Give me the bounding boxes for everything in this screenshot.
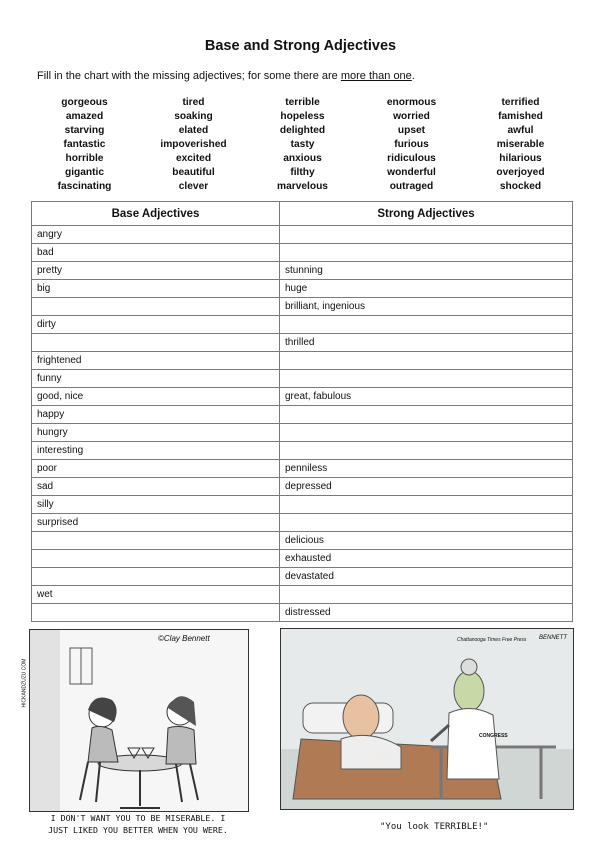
strong-adjective-cell[interactable]: brilliant, ingenious: [280, 298, 573, 316]
strong-adjective-cell[interactable]: stunning: [280, 262, 573, 280]
header-base-adjectives: Base Adjectives: [32, 202, 280, 226]
adjectives-table: [31, 201, 573, 622]
word-bank-item: terrified: [501, 97, 540, 108]
base-adjective-cell[interactable]: pretty: [32, 262, 280, 280]
word-bank-item: hopeless: [280, 111, 325, 122]
table-header-row: [32, 202, 573, 226]
cartoon-right-caption: "You look TERRIBLE!": [380, 822, 489, 832]
word-bank-item: anxious: [283, 153, 322, 164]
base-adjective-cell[interactable]: [32, 550, 280, 568]
word-bank-item: starving: [64, 125, 105, 136]
table-row: [32, 424, 573, 442]
base-adjective-cell[interactable]: hungry: [32, 424, 280, 442]
page-title: Base and Strong Adjectives: [204, 38, 397, 54]
word-bank-item: marvelous: [277, 181, 328, 192]
table-row: [32, 280, 573, 298]
base-adjective-cell[interactable]: funny: [32, 370, 280, 388]
word-bank-item: outraged: [389, 181, 434, 192]
table-row: [32, 262, 573, 280]
word-bank-item: furious: [394, 139, 429, 150]
word-bank-column: [30, 96, 139, 194]
word-bank-column: [357, 96, 466, 194]
word-bank-column: [139, 96, 248, 194]
word-bank-item: famished: [498, 111, 543, 122]
instructions-text: Fill in the chart with the missing adjectives; for some there are: [37, 70, 341, 82]
table-row: [32, 604, 573, 622]
cartoon-left-side-credit: HICKANDZUZU.COM: [21, 658, 28, 708]
word-bank-item: fascinating: [57, 181, 112, 192]
word-bank: [30, 96, 575, 194]
word-bank-item: tasty: [290, 139, 315, 150]
word-bank-item: soaking: [174, 111, 213, 122]
strong-adjective-cell[interactable]: [280, 496, 573, 514]
strong-adjective-cell[interactable]: distressed: [280, 604, 573, 622]
word-bank-item: miserable: [496, 139, 545, 150]
strong-adjective-cell[interactable]: devastated: [280, 568, 573, 586]
word-bank-item: tired: [182, 97, 205, 108]
table-row: [32, 442, 573, 460]
word-bank-item: beautiful: [172, 167, 215, 178]
cartoon-left-signature: ©Clay Bennett: [158, 634, 210, 643]
word-bank-item: worried: [393, 111, 430, 122]
table-row: [32, 496, 573, 514]
cartoon-left-drawing: [30, 630, 248, 811]
cartoon-right-credit: Chattanooga Times Free Press: [457, 637, 527, 643]
table-row: [32, 460, 573, 478]
word-bank-item: enormous: [386, 97, 437, 108]
word-bank-item: wonderful: [387, 167, 436, 178]
table-row: [32, 334, 573, 352]
base-adjective-cell[interactable]: silly: [32, 496, 280, 514]
header-strong-adjectives: Strong Adjectives: [280, 202, 573, 226]
table-row: [32, 550, 573, 568]
word-bank-item: impoverished: [160, 139, 227, 150]
word-bank-item: excited: [175, 153, 212, 164]
base-adjective-cell[interactable]: big: [32, 280, 280, 298]
strong-adjective-cell[interactable]: [280, 442, 573, 460]
table-row: [32, 298, 573, 316]
base-adjective-cell[interactable]: dirty: [32, 316, 280, 334]
base-adjective-cell[interactable]: bad: [32, 244, 280, 262]
base-adjective-cell[interactable]: surprised: [32, 514, 280, 532]
cartoon-right-drawing: [281, 629, 573, 809]
word-bank-column: [466, 96, 575, 194]
base-adjective-cell[interactable]: [32, 298, 280, 316]
cartoon-left-caption: [27, 812, 249, 836]
base-adjective-cell[interactable]: angry: [32, 226, 280, 244]
strong-adjective-cell[interactable]: [280, 316, 573, 334]
base-adjective-cell[interactable]: frightened: [32, 352, 280, 370]
base-adjective-cell[interactable]: poor: [32, 460, 280, 478]
cartoon-right-blanket-label: ECONOMY: [362, 751, 395, 765]
strong-adjective-cell[interactable]: huge: [280, 280, 573, 298]
word-bank-item: overjoyed: [496, 167, 545, 178]
base-adjective-cell[interactable]: wet: [32, 586, 280, 604]
word-bank-item: fantastic: [63, 139, 106, 150]
word-bank-item: shocked: [499, 181, 542, 192]
word-bank-item: gigantic: [64, 167, 105, 178]
word-bank-item: horrible: [65, 153, 104, 164]
table-row: [32, 244, 573, 262]
base-adjective-cell[interactable]: [32, 532, 280, 550]
instructions: [37, 70, 415, 82]
strong-adjective-cell[interactable]: [280, 352, 573, 370]
base-adjective-cell[interactable]: good, nice: [32, 388, 280, 406]
table-row: [32, 406, 573, 424]
strong-adjective-cell[interactable]: [280, 406, 573, 424]
word-bank-item: hilarious: [499, 153, 542, 164]
cartoon-left-image: [21, 629, 249, 812]
cartoon-right-coat-label: CONGRESS: [479, 733, 508, 739]
strong-adjective-cell[interactable]: [280, 226, 573, 244]
cartoon-right-image: [280, 628, 574, 810]
table-row: [32, 478, 573, 496]
word-bank-item: ridiculous: [387, 153, 436, 164]
word-bank-item: elated: [178, 125, 209, 136]
strong-adjective-cell[interactable]: exhausted: [280, 550, 573, 568]
base-adjective-cell[interactable]: [32, 334, 280, 352]
word-bank-item: filthy: [290, 167, 315, 178]
word-bank-item: clever: [178, 181, 209, 192]
instructions-underlined: more than one: [340, 70, 412, 82]
strong-adjective-cell[interactable]: [280, 514, 573, 532]
strong-adjective-cell[interactable]: [280, 424, 573, 442]
table-row: [32, 226, 573, 244]
strong-adjective-cell[interactable]: thrilled: [280, 334, 573, 352]
instructions-end: .: [411, 70, 415, 82]
base-adjective-cell[interactable]: sad: [32, 478, 280, 496]
strong-adjective-cell[interactable]: delicious: [280, 532, 573, 550]
base-adjective-cell[interactable]: [32, 604, 280, 622]
table-row: [32, 316, 573, 334]
table-row: [32, 532, 573, 550]
table-row: [32, 586, 573, 604]
word-bank-item: gorgeous: [61, 97, 108, 108]
table-row: [32, 352, 573, 370]
base-adjective-cell[interactable]: [32, 568, 280, 586]
strong-adjective-cell[interactable]: [280, 370, 573, 388]
word-bank-item: delighted: [279, 125, 326, 136]
table-row: [32, 370, 573, 388]
word-bank-column: [248, 96, 357, 194]
strong-adjective-cell[interactable]: [280, 586, 573, 604]
table-row: [32, 568, 573, 586]
cartoon-right-signature: BENNETT: [539, 635, 568, 641]
strong-adjective-cell[interactable]: penniless: [280, 460, 573, 478]
cartoon-left-caption-line1: I DON'T WANT YOU TO BE MISERABLE. I: [50, 813, 226, 823]
word-bank-item: terrible: [285, 97, 320, 108]
strong-adjective-cell[interactable]: depressed: [280, 478, 573, 496]
table-row: [32, 388, 573, 406]
base-adjective-cell[interactable]: interesting: [32, 442, 280, 460]
word-bank-item: upset: [397, 125, 426, 136]
base-adjective-cell[interactable]: happy: [32, 406, 280, 424]
table-row: [32, 514, 573, 532]
word-bank-item: awful: [507, 125, 534, 136]
cartoon-left-caption-line2: JUST LIKED YOU BETTER WHEN YOU WERE.: [48, 825, 228, 835]
strong-adjective-cell[interactable]: [280, 244, 573, 262]
strong-adjective-cell[interactable]: great, fabulous: [280, 388, 573, 406]
word-bank-item: amazed: [65, 111, 104, 122]
